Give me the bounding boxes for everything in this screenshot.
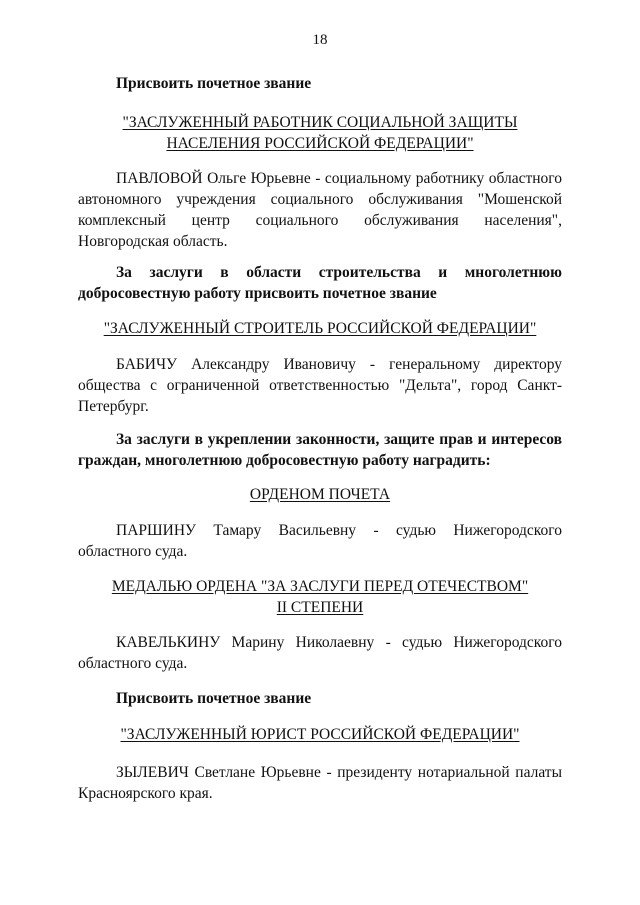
section-5-person-text: ЗЫЛЕВИЧ Светлане Юрьевне - президенту нотариальной палаты Красноярского края. [78,764,562,802]
section-1-title [78,112,562,154]
section-3-intro-text: За заслуги в укреплении законности, защите прав и интересов граждан, многолетнюю добросовестную работу наградить: [78,431,562,469]
section-3-intro [78,429,562,471]
section-4-title-line-1: МЕДАЛЬЮ ОРДЕНА "ЗА ЗАСЛУГИ ПЕРЕД ОТЕЧЕСТВОМ" [111,578,529,595]
section-1-title-line-2: НАСЕЛЕНИЯ РОССИЙСКОЙ ФЕДЕРАЦИИ" [166,135,474,152]
section-2-title-text: "ЗАСЛУЖЕННЫЙ СТРОИТЕЛЬ РОССИЙСКОЙ ФЕДЕРАЦИИ" [103,320,537,337]
section-3-title-text: ОРДЕНОМ ПОЧЕТА [249,486,391,503]
section-1-person [78,168,562,252]
section-3-person-text: ПАРШИНУ Тамару Васильевну - судью Нижегородского областного суда. [78,522,562,560]
section-1-person-text: ПАВЛОВОЙ Ольге Юрьевне - социальному работнику областного автономного учреждения социального обслуживания "Мошенской комплексный центр социального обслуживания населения", Новгородская область. [78,170,562,250]
section-5-title-text: "ЗАСЛУЖЕННЫЙ ЮРИСТ РОССИЙСКОЙ ФЕДЕРАЦИИ" [120,726,520,743]
section-1-title-line-1: "ЗАСЛУЖЕННЫЙ РАБОТНИК СОЦИАЛЬНОЙ ЗАЩИТЫ [122,114,518,131]
section-2-intro-text: За заслуги в области строительства и многолетнюю добросовестную работу присвоить почетное звание [78,264,562,302]
section-4-title-line-2: II СТЕПЕНИ [276,599,364,616]
section-5-intro-text: Присвоить почетное звание [116,690,312,707]
section-2-person-text: БАБИЧУ Александру Ивановичу - генеральному директору общества с ограниченной ответственностью "Дельта", город Санкт-Петербург. [78,356,562,415]
section-2-title [78,318,562,339]
section-1-intro-text: Присвоить почетное звание [116,75,312,92]
section-5-intro [78,688,562,709]
section-4-person-text: КАВЕЛЬКИНУ Марину Николаевну - судью Нижегородского областного суда. [78,634,562,672]
section-1-intro [78,73,562,94]
section-5-title [78,724,562,745]
section-2-person [78,354,562,417]
section-3-person [78,520,562,562]
section-4-person [78,632,562,674]
section-3-title [78,484,562,505]
section-2-intro [78,262,562,304]
section-5-person [78,762,562,804]
section-4-title [78,576,562,618]
page-number: 18 [312,32,328,48]
